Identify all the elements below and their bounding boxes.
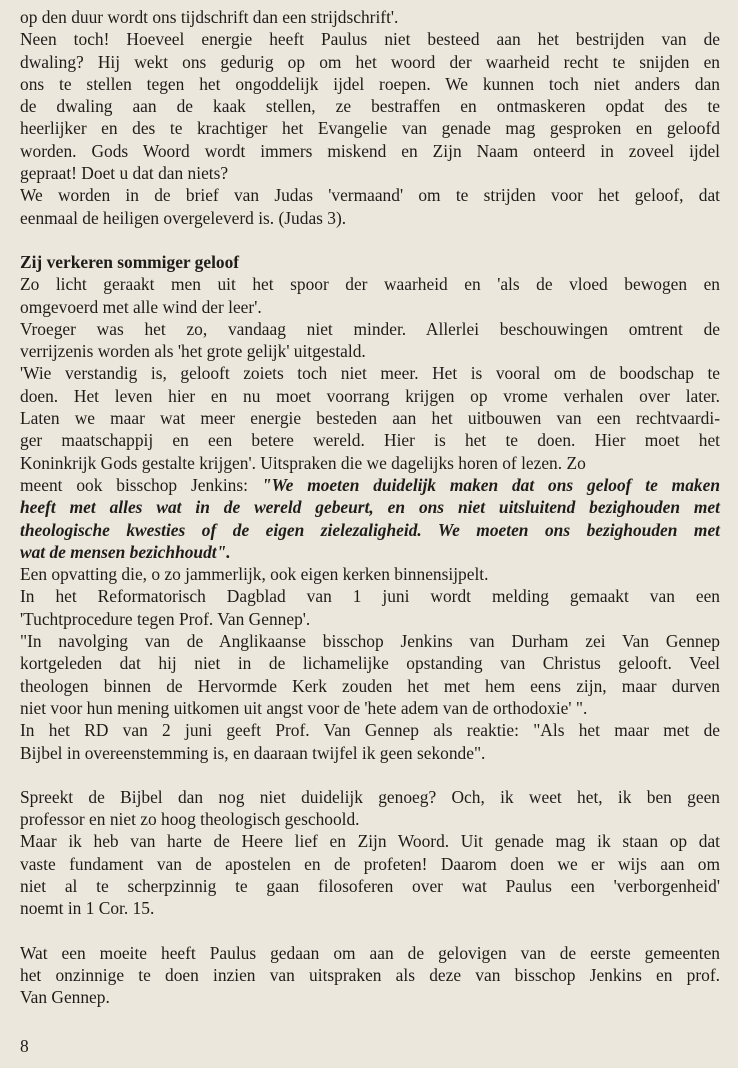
text-line: dwaling? Hij wekt ons gedurig op om het woord der waarheid recht te snijden en (20, 51, 720, 72)
text-line: Spreekt de Bijbel dan nog niet duidelijk genoeg? Och, ik weet het, ik ben geen (20, 786, 720, 807)
text-segment: meent ook bisschop Jenkins: (20, 474, 262, 495)
quotation-emphasis: theologische kwesties of de eigen zielezaligheid. We moeten ons bezighouden met (20, 519, 720, 540)
text-line: ger maatschappij en een betere wereld. Hier is het te doen. Hier moet het (20, 430, 720, 451)
quotation-emphasis: heeft met alles wat in de wereld gebeurt, en ons niet uitsluitend bezighouden met (20, 497, 720, 518)
text-line: Bijbel in overeenstemming is, en daaraan twijfel ik geen sekonde". (20, 742, 486, 763)
text-line: Neen toch! Hoeveel energie heeft Paulus niet besteed aan het bestrijden van de (20, 29, 720, 50)
text-line: Zo licht geraakt men uit het spoor der waarheid en 'als de vloed bewogen en (20, 274, 720, 295)
text-line: 'Wie verstandig is, gelooft zoiets toch niet meer. Het is vooral om de boodschap te (20, 363, 720, 384)
text-line: niet al te scherpzinnig te gaan filosoferen over wat Paulus een 'verborgenheid' (20, 875, 720, 896)
text-line: theologen binnen de Hervormde Kerk zouden het met hem eens zijn, maar durven (20, 675, 720, 696)
text-line (20, 496, 720, 518)
paragraph (20, 830, 720, 919)
text-line: ons te stellen tegen het ongoddelijk ijdel roepen. We kunnen toch niet anders dan (20, 73, 720, 94)
text-line (20, 519, 720, 541)
text-line: We worden in de brief van Judas 'vermaand' om te strijden voor het geloof, dat (20, 185, 720, 206)
text-line: eenmaal de heiligen overgeleverd is. (Judas 3). (20, 207, 347, 228)
paragraph-gap (20, 764, 720, 786)
text-line: Koninkrijk Gods gestalte krijgen'. Uitspraken die we dagelijks horen of lezen. Zo (20, 452, 586, 473)
text-line: kortgeleden dat hij niet in de lichamelijke opstanding van Christus gelooft. Veel (20, 653, 720, 674)
text-line: vaste fundament van de apostelen en de profeten! Daarom doen we er wijs aan om (20, 853, 720, 874)
text-line: gepraat! Doet u dat dan niets? (20, 163, 229, 184)
paragraph (20, 942, 720, 1009)
paragraph (20, 719, 720, 764)
text-line: Wat een moeite heeft Paulus gedaan om aan de gelovigen van de eerste gemeenten (20, 942, 720, 963)
paragraph (20, 563, 720, 585)
text-line: "In navolging van de Anglikaanse bisschop Jenkins van Durham zei Van Gennep (20, 631, 720, 652)
text-line: In het RD van 2 juni geeft Prof. Van Gennep als reaktie: "Als het maar met de (20, 720, 720, 741)
paragraph (20, 184, 720, 229)
text-line: noemt in 1 Cor. 15. (20, 898, 155, 919)
text-line: het onzinnige te doen inzien van uitspraken als deze van bisschop Jenkins en prof. (20, 964, 720, 985)
text-line: heerlijker en des te krachtiger het Evangelie van genade mag gesproken en geloofd (20, 118, 720, 139)
text-line: verrijzenis worden als 'het grote gelijk' uitgestald. (20, 341, 366, 362)
paragraph (20, 362, 720, 473)
paragraph-gap (20, 229, 720, 251)
section-heading: Zij verkeren sommiger geloof (20, 251, 240, 272)
text-line: omgevoerd met alle wind der leer'. (20, 296, 262, 317)
text-line: worden. Gods Woord wordt immers miskend en Zijn Naam onteerd in zoveel ijdel (20, 140, 720, 161)
text-line: Laten we maar wat meer energie besteden aan het uitbouwen van een rechtvaardi- (20, 408, 720, 429)
text-line: op den duur wordt ons tijdschrift dan een strijdschrift'. (20, 7, 399, 27)
article-body (20, 6, 720, 1008)
page-number: 8 (20, 1036, 29, 1056)
section (20, 251, 720, 318)
paragraph (20, 474, 720, 563)
text-line: In het Reformatorisch Dagblad van 1 juni wordt melding gemaakt van een (20, 586, 720, 607)
text-line: professor en niet zo hoog theologisch geschoold. (20, 809, 360, 830)
text-line: Van Gennep. (20, 987, 110, 1008)
paragraph (20, 318, 720, 363)
paragraph (20, 786, 720, 831)
quotation-emphasis: wat de mensen bezichhoudt". (20, 541, 231, 562)
text-line (20, 474, 720, 496)
text-line: Een opvatting die, o zo jammerlijk, ook eigen kerken binnensijpelt. (20, 564, 489, 585)
text-line: Vroeger was het zo, vandaag niet minder. Allerlei beschouwingen omtrent de (20, 318, 720, 339)
text-line: 'Tuchtprocedure tegen Prof. Van Gennep'. (20, 608, 311, 629)
text-line: de dwaling aan de kaak stellen, ze bestraffen en ontmaskeren opdat des te (20, 96, 720, 117)
paragraph (20, 630, 720, 719)
text-line: doen. Het leven hier en nu moet voorrang krijgen op vrome verhalen over later. (20, 385, 720, 406)
paragraph (20, 585, 720, 630)
paragraph-gap (20, 920, 720, 942)
text-line (20, 541, 720, 563)
quotation-emphasis: "We moeten duidelijk maken dat ons geloof te maken (261, 474, 720, 495)
text-line: Maar ik heb van harte de Heere lief en Zijn Woord. Uit genade mag ik staan op dat (20, 831, 720, 852)
paragraph (20, 28, 720, 184)
text-line: niet voor hun mening uitkomen uit angst voor de 'hete adem van de orthodoxie' ". (20, 697, 588, 718)
paragraph (20, 6, 720, 28)
